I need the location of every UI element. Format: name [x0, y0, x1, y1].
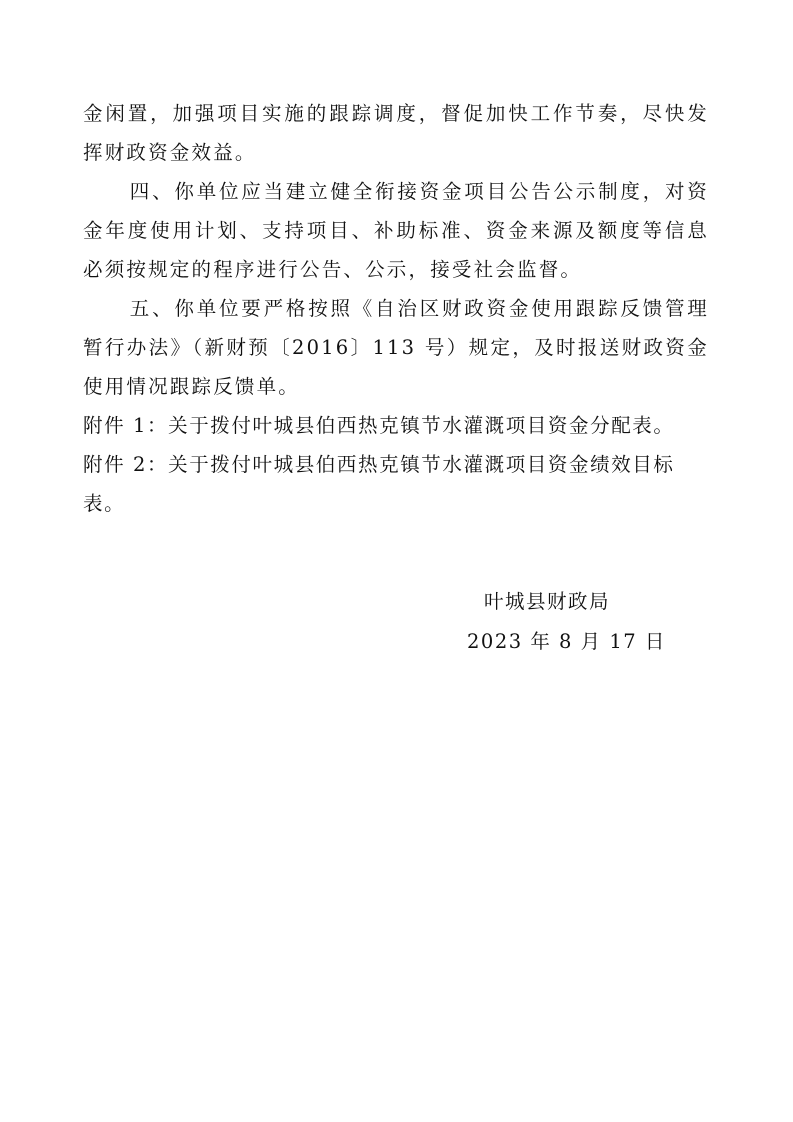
signature-organization: 叶城县财政局 [484, 590, 611, 613]
attachment-1: 附件 1：关于拨付叶城县伯西热克镇节水灌溉项目资金分配表。 [83, 414, 675, 437]
document-body [83, 94, 709, 523]
signature-date: 2023 年 8 月 17 日 [467, 630, 666, 653]
paragraph-continuation: 金闲置，加强项目实施的跟踪调度，督促加快工作节奏，尽快发挥财政资金效益。 [83, 102, 709, 164]
attachment-2: 附件 2：关于拨付叶城县伯西热克镇节水灌溉项目资金绩效目标表。 [83, 453, 675, 515]
signature-block [440, 582, 670, 662]
paragraph-section-five: 五、你单位要严格按照《自治区财政资金使用跟踪反馈管理暂行办法》（新财预〔2016〕113 号）规定，及时报送财政资金使用情况跟踪反馈单。 [83, 297, 709, 398]
paragraph-section-four: 四、你单位应当建立健全衔接资金项目公告公示制度，对资金年度使用计划、支持项目、补助标准、资金来源及额度等信息必须按规定的程序进行公告、公示，接受社会监督。 [83, 180, 709, 281]
